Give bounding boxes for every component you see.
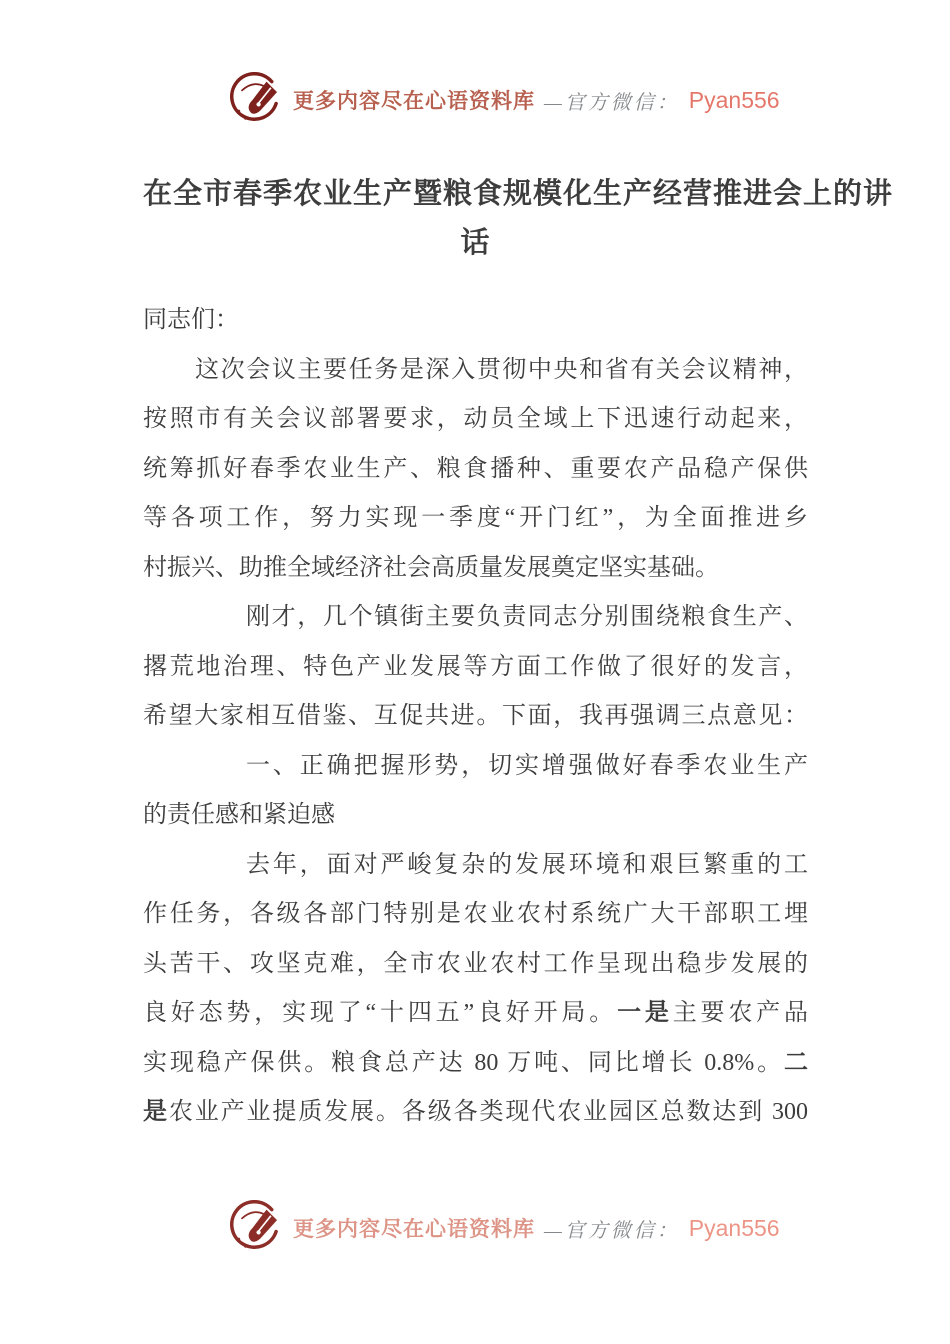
header-wechat-id: Pyan556	[688, 86, 780, 113]
body-line	[143, 742, 808, 792]
body-text: 良好态势，实现了“十四五”良好开局。	[143, 1000, 618, 1026]
footer-brand-text: 更多内容尽在心语资料库	[293, 1217, 535, 1241]
body-text: 等各项工作，努力实现一季度“开门红”，为全面推进乡	[143, 505, 808, 531]
body-text: 的责任感和紧迫感	[143, 802, 335, 828]
pen-ink-circle-icon	[228, 72, 284, 128]
body-text: 按照市有关会议部署要求，动员全域上下迅速行动起来，	[143, 406, 808, 432]
body-text: 实现稳产保供。粮食总产达 80 万吨、同比增长 0.8%。	[143, 1049, 784, 1076]
body-text: 一、正确把握形势，切实增强做好春季农业生产	[246, 752, 808, 779]
body-text: 撂荒地治理、特色产业发展等方面工作做了很好的发言，	[143, 653, 808, 680]
body-text: 希望大家相互借鉴、互促共进。下面，我再强调三点意见：	[143, 703, 808, 729]
footer-wechat-label: —官方微信：	[544, 1219, 680, 1242]
footer-wechat-id: Pyan556	[688, 1214, 780, 1241]
body-line	[143, 940, 808, 990]
header-brand-text: 更多内容尽在心语资料库	[293, 89, 535, 113]
body-line	[143, 791, 808, 841]
body-text: 农业产业提质发展。各级各类现代农业园区总数达到 300	[168, 1099, 808, 1125]
body-text: 统筹抓好春季农业生产、粮食播种、重要农产品稳产保供	[143, 455, 808, 482]
body-text-bold: 是	[143, 1099, 169, 1125]
body-line	[143, 643, 808, 693]
body-line	[143, 841, 808, 891]
header-branding	[228, 72, 780, 128]
body-text: 刚才，几个镇街主要负责同志分别围绕粮食生产、	[246, 604, 808, 630]
body-line	[143, 346, 808, 396]
body-text: 同志们：	[143, 307, 239, 333]
body-line	[143, 445, 808, 495]
body-line	[143, 1039, 808, 1089]
body-line	[143, 395, 808, 445]
footer-branding	[228, 1200, 780, 1256]
body-line	[143, 593, 808, 643]
body-text: 主要农产品	[672, 1000, 808, 1026]
body-text-bold: 一是	[617, 1000, 673, 1026]
document-body	[143, 296, 808, 1138]
body-text: 头苦干、攻坚克难，全市农业农村工作呈现出稳步发展的	[143, 950, 808, 977]
body-text: 去年，面对严峻复杂的发展环境和艰巨繁重的工	[246, 851, 808, 878]
header-wechat-label: —官方微信：	[544, 91, 680, 114]
title-line-1: 在全市春季农业生产暨粮食规模化生产经营推进会上的讲	[143, 178, 894, 210]
body-line	[143, 296, 808, 346]
body-text: 村振兴、助推全域经济社会高质量发展奠定坚实基础。	[143, 554, 719, 581]
document-title	[143, 170, 894, 268]
body-line	[143, 989, 808, 1039]
body-line	[143, 494, 808, 544]
body-line	[143, 692, 808, 742]
body-text: 作任务，各级各部门特别是农业农村系统广大干部职工埋	[143, 901, 808, 927]
body-line	[143, 890, 808, 940]
body-line	[143, 1088, 808, 1138]
pen-ink-circle-icon	[228, 1200, 284, 1256]
body-line	[143, 544, 808, 594]
body-text-bold: 二	[784, 1049, 808, 1076]
title-line-2: 话	[460, 227, 491, 259]
body-text: 这次会议主要任务是深入贯彻中央和省有关会议精神，	[195, 356, 808, 383]
